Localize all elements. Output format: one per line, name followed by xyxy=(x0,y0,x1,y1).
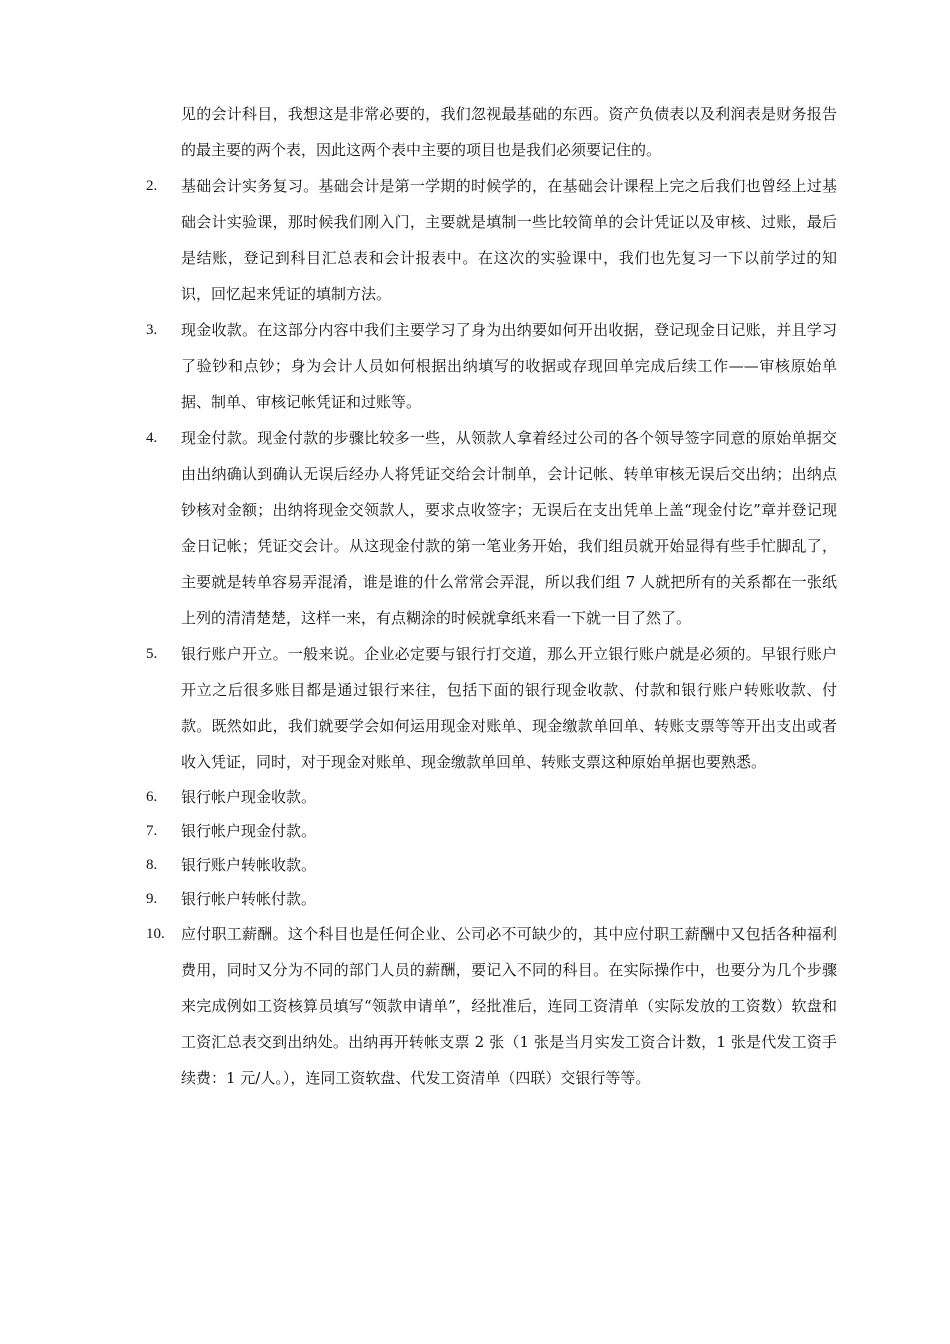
list-item xyxy=(0,780,950,814)
list-item-text: 银行帐户现金付款。 xyxy=(181,822,317,840)
list-item-number: 8. xyxy=(146,857,158,873)
list-item-number: 2. xyxy=(146,178,158,194)
list-item-text: 应付职工薪酬。这个科目也是任何企业、公司必不可缺少的，其中应付职工薪酬中又包括各种福利费用，同时又分为不同的部门人员的薪酬，要记入不同的科目。在实际操作中，也要分为几个步骤来完成例如工资核算员填写“领款申请单”，经批准后，连同工资清单（实际发放的工资数）软盘和工资汇总表交到出纳处。出纳再开转帐支票 2 张（1 张是当月实发工资合计数，1 张是代发工资手续费：1 元/人。），连同工资软盘、代发工资清单（四联）交银行等等。 xyxy=(181,925,837,1087)
list-item xyxy=(0,420,950,636)
list-item xyxy=(0,882,950,916)
list-item xyxy=(0,168,950,312)
numbered-list xyxy=(0,168,950,1096)
list-item-text: 现金付款。现金付款的步骤比较多一些，从领款人拿着经过公司的各个领导签字同意的原始单据交由出纳确认到确认无误后经办人将凭证交给会计制单，会计记帐、转单审核无误后交出纳；出纳点钞核对金额；出纳将现金交领款人，要求点收签字；无误后在支出凭单上盖“现金付讫”章并登记现金日记帐；凭证交会计。从这现金付款的第一笔业务开始，我们组员就开始显得有些手忙脚乱了，主要就是转单容易弄混淆，谁是谁的什么常常会弄混，所以我们组 7 人就把所有的关系都在一张纸上列的清清楚楚，这样一来，有点糊涂的时候就拿纸来看一下就一目了然了。 xyxy=(181,429,837,627)
list-item-number: 10. xyxy=(146,926,165,942)
list-item-text: 银行账户转帐收款。 xyxy=(181,856,317,874)
list-item-text: 银行帐户转帐付款。 xyxy=(181,890,317,908)
list-item-number: 7. xyxy=(146,823,158,839)
list-item-text: 银行帐户现金收款。 xyxy=(181,788,317,806)
list-item-number: 3. xyxy=(146,322,158,338)
list-item xyxy=(0,814,950,848)
list-item xyxy=(0,312,950,420)
list-item-number: 6. xyxy=(146,789,158,805)
list-item xyxy=(0,848,950,882)
list-item-number: 9. xyxy=(146,891,158,907)
list-item-text: 现金收款。在这部分内容中我们主要学习了身为出纳要如何开出收据，登记现金日记账，并且学习了验钞和点钞；身为会计人员如何根据出纳填写的收据或存现回单完成后续工作——审核原始单据、制单、审核记帐凭证和过账等。 xyxy=(181,321,837,411)
intro-paragraph: 见的会计科目，我想这是非常必要的，我们忽视最基础的东西。资产负债表以及利润表是财务报告的最主要的两个表，因此这两个表中主要的项目也是我们必须要记住的。 xyxy=(181,105,837,159)
list-item xyxy=(0,916,950,1096)
list-item-number: 5. xyxy=(146,646,158,662)
list-item-number: 4. xyxy=(146,430,158,446)
list-item xyxy=(0,636,950,780)
list-item-text: 银行账户开立。一般来说。企业必定要与银行打交道，那么开立银行账户就是必须的。早银行账户开立之后很多账目都是通过银行来往，包括下面的银行现金收款、付款和银行账户转账收款、付款。既然如此，我们就要学会如何运用现金对账单、现金缴款单回单、转账支票等等开出支出或者收入凭证，同时，对于现金对账单、现金缴款单回单、转账支票这种原始单据也要熟悉。 xyxy=(181,645,837,771)
list-item-text: 基础会计实务复习。基础会计是第一学期的时候学的，在基础会计课程上完之后我们也曾经上过基础会计实验课，那时候我们刚入门，主要就是填制一些比较简单的会计凭证以及审核、过账，最后是结账，登记到科目汇总表和会计报表中。在这次的实验课中，我们也先复习一下以前学过的知识，回忆起来凭证的填制方法。 xyxy=(181,177,837,303)
